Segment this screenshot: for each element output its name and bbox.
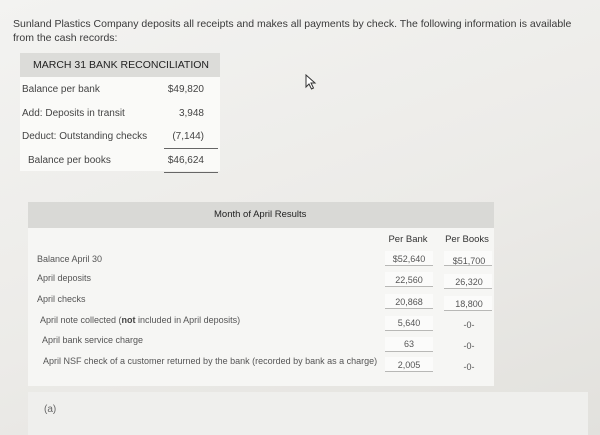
recon-value-balance-bank: $49,820 bbox=[167, 84, 204, 95]
row-label-april-deposits: April deposits bbox=[37, 273, 92, 283]
subtotal-rule bbox=[164, 148, 218, 149]
recon-value-outstanding-checks: (7,144) bbox=[172, 131, 204, 142]
cell-bank-april-checks: 20,868 bbox=[395, 297, 423, 307]
mouse-cursor-icon bbox=[305, 74, 317, 90]
col-header-per-bank: Per Bank bbox=[388, 234, 428, 245]
intro-text: Sunland Plastics Company deposits all receipts and makes all payments by check. The following information is available from the cash records: bbox=[13, 18, 572, 44]
cell-bank-nsf-check: 2,005 bbox=[397, 360, 421, 370]
recon-label-outstanding-checks: Deduct: Outstanding checks bbox=[22, 131, 148, 142]
cell-books-april-note: -0- bbox=[463, 320, 475, 330]
row-label-balance-april: Balance April 30 bbox=[37, 254, 103, 264]
cell-bank-service-charge: 63 bbox=[403, 339, 414, 349]
row-label-april-note: April note collected (not included in April deposits) bbox=[40, 315, 241, 325]
recon-value-balance-books: $46,624 bbox=[167, 155, 204, 166]
cell-books-april-deposits: 26,320 bbox=[455, 277, 483, 287]
row-label-service-charge: April bank service charge bbox=[42, 335, 144, 345]
answer-area[interactable] bbox=[28, 392, 588, 435]
cell-books-april-checks: 18,800 bbox=[455, 299, 483, 309]
recon-value-deposits-transit: 3,948 bbox=[178, 108, 204, 119]
recon-label-balance-bank: Balance per bank bbox=[22, 84, 100, 95]
part-a-label: (a) bbox=[44, 404, 57, 415]
cell-bank-april-note: 5,640 bbox=[397, 318, 421, 328]
row-label-april-checks: April checks bbox=[37, 294, 86, 304]
row-label-nsf-check: April NSF check of a customer returned by the bank (recorded by bank as a charge) bbox=[43, 356, 378, 366]
recon-label-balance-books: Balance per books bbox=[28, 155, 111, 166]
cell-bank-balance-april: $52,640 bbox=[392, 254, 426, 264]
cell-bank-april-deposits: 22,560 bbox=[395, 275, 423, 285]
total-rule bbox=[164, 172, 218, 173]
april-results-title: Month of April Results bbox=[214, 209, 307, 220]
cell-books-balance-april: $51,700 bbox=[452, 256, 486, 266]
reconciliation-title: MARCH 31 BANK RECONCILIATION bbox=[20, 53, 220, 77]
cell-books-nsf-check: -0- bbox=[463, 362, 475, 372]
cell-books-service-charge: -0- bbox=[463, 341, 475, 351]
recon-label-deposits-transit: Add: Deposits in transit bbox=[22, 108, 125, 119]
col-header-per-books: Per Books bbox=[445, 234, 489, 245]
